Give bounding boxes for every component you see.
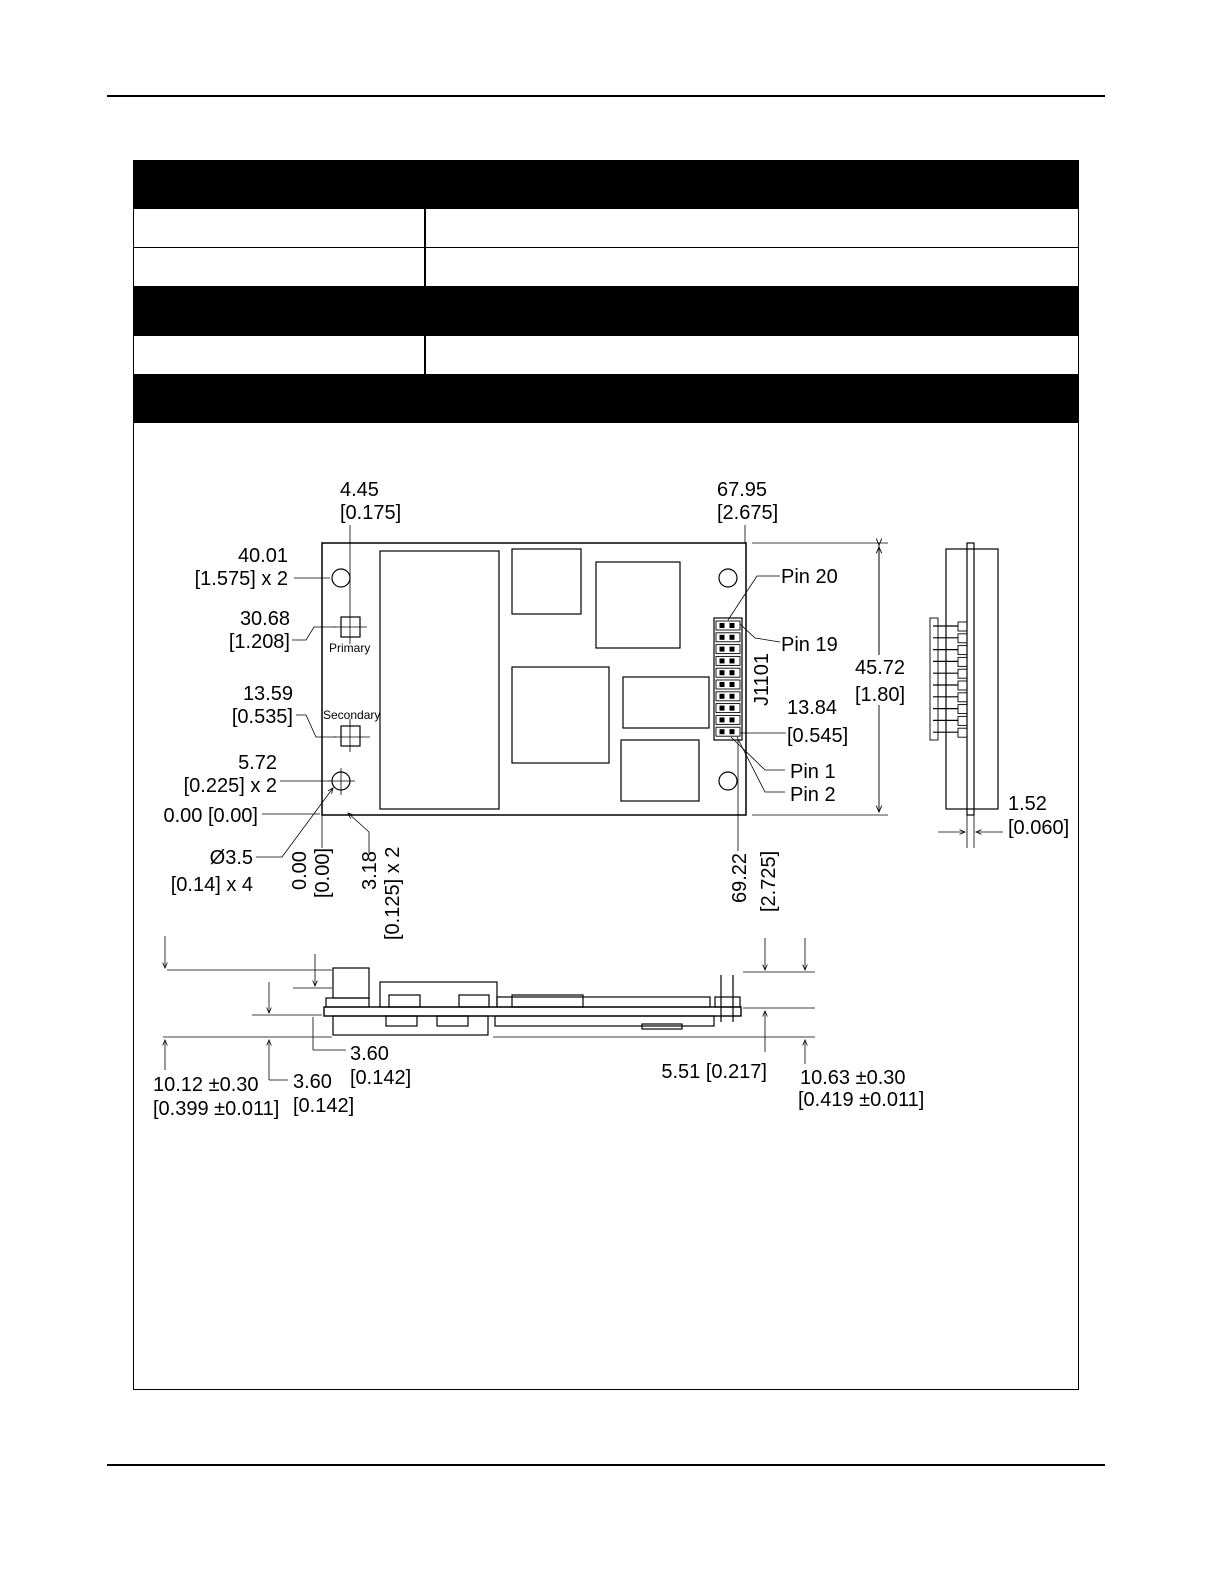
pin-header-j1101 <box>714 618 742 740</box>
header-pin <box>720 694 725 699</box>
dim-label: 0.00 <box>289 851 311 890</box>
header-pin <box>720 635 725 640</box>
header-pin <box>730 729 735 734</box>
mount-hole <box>332 569 350 587</box>
chip-small-3 <box>623 677 709 728</box>
secondary-label: Secondary <box>323 708 381 722</box>
dim-label: [0.142] <box>350 1067 412 1089</box>
header-pin <box>720 717 725 722</box>
dim-label: [1.208] <box>228 631 290 653</box>
header-pin <box>720 706 725 711</box>
dim-label: 69.22 <box>729 852 751 903</box>
dim-label: 3.18 <box>359 851 381 890</box>
end-view-pin-housing <box>958 622 967 631</box>
secondary-pad <box>341 726 360 746</box>
header-pin <box>720 623 725 628</box>
chip-small-1 <box>512 549 581 614</box>
header-pin <box>730 706 735 711</box>
header-pin <box>730 623 735 628</box>
header-pin <box>730 647 735 652</box>
end-view-pin-housing <box>958 669 967 678</box>
header-pin <box>720 682 725 687</box>
dim-label: [0.060] <box>1008 817 1070 839</box>
mount-hole <box>719 569 737 587</box>
dim-label: 10.12 ±0.30 <box>153 1074 259 1096</box>
dim-label: 30.68 <box>239 608 290 630</box>
dim-label: 4.45 <box>340 479 379 501</box>
pin-label: Pin 19 <box>781 634 838 656</box>
dim-label: 45.72 <box>855 657 906 679</box>
dim-label: [1.575] x 2 <box>194 568 288 590</box>
header-pin <box>730 658 735 663</box>
end-view-pin-housing <box>958 728 967 737</box>
pcb-edge <box>324 1007 741 1016</box>
dim-label: 3.60 <box>293 1071 332 1093</box>
end-view-pin-carrier <box>930 618 938 740</box>
dim-label: [1.80] <box>855 684 906 706</box>
dim-label: [0.00] <box>312 847 334 898</box>
dim-label: 13.84 <box>787 697 838 719</box>
end-view <box>930 543 1003 848</box>
connector-label: J1101 <box>751 652 773 706</box>
header-pin <box>720 647 725 652</box>
primary-label: Primary <box>329 641 371 655</box>
dim-label: Ø3.5 <box>209 847 253 869</box>
dim-label: [0.419 ±0.011] <box>798 1089 925 1111</box>
end-view-pin-housing <box>958 716 967 725</box>
header-pin <box>730 670 735 675</box>
dim-label: 3.60 <box>350 1043 389 1065</box>
chip-small-2 <box>596 562 680 648</box>
chip-small-4 <box>621 740 699 801</box>
dim-label: 5.72 <box>238 752 277 774</box>
chip-mid <box>512 667 609 763</box>
dim-label: 10.63 ±0.30 <box>800 1067 906 1089</box>
dim-label: 5.51 [0.217] <box>661 1061 767 1083</box>
end-view-pin-housing <box>958 657 967 666</box>
dim-label: [0.125] x 2 <box>382 846 404 940</box>
dim-label: 1.52 <box>1008 793 1047 815</box>
dim-label: [2.725] <box>758 850 780 912</box>
pin-label: Pin 20 <box>781 566 838 588</box>
board-outline <box>322 543 746 815</box>
header-pin <box>730 635 735 640</box>
header-pin <box>720 729 725 734</box>
dim-label: 40.01 <box>237 545 288 567</box>
pin-label: Pin 2 <box>790 784 836 806</box>
side-view <box>163 936 815 1080</box>
end-view-pin-housing <box>958 634 967 643</box>
dimension-labels <box>153 479 1069 1120</box>
dim-label: 0.00 [0.00] <box>163 805 258 827</box>
dim-label: [2.675] <box>717 502 779 524</box>
header-pin <box>730 717 735 722</box>
header-pin <box>730 682 735 687</box>
header-pin <box>730 694 735 699</box>
header-pin <box>720 670 725 675</box>
pin-label: Pin 1 <box>790 761 836 783</box>
dim-label: [0.545] <box>787 725 849 747</box>
connector-body <box>333 968 369 998</box>
dim-label: [0.399 ±0.011] <box>153 1098 280 1120</box>
end-view-pin-housing <box>958 693 967 702</box>
chip-large <box>380 551 499 809</box>
dim-label: [0.535] <box>231 706 293 728</box>
dim-label: [0.14] x 4 <box>170 874 253 896</box>
mount-hole <box>719 772 737 790</box>
header-pin <box>720 658 725 663</box>
dim-label: [0.175] <box>340 502 402 524</box>
dim-label: 13.59 <box>242 683 293 705</box>
end-view-pin-housing <box>958 681 967 690</box>
end-view-pin-housing <box>958 705 967 714</box>
dim-label: [0.225] x 2 <box>183 775 277 797</box>
dim-label: [0.142] <box>293 1095 355 1117</box>
end-view-pin-housing <box>958 646 967 655</box>
dim-label: 67.95 <box>717 479 768 501</box>
